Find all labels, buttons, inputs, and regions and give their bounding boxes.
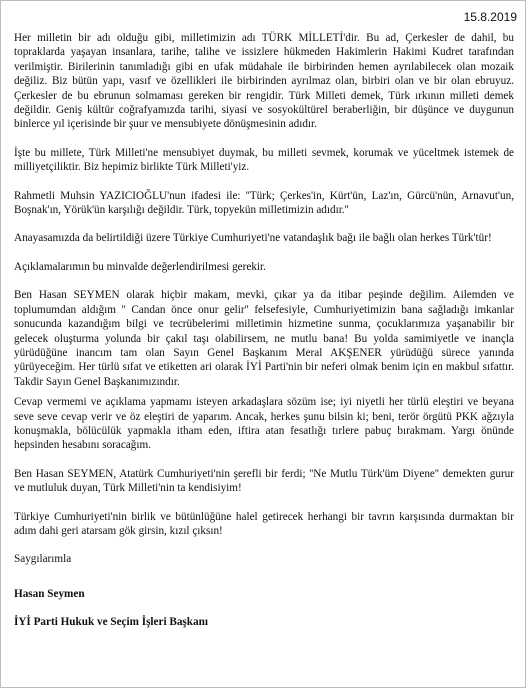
paragraph-8: Ben Hasan SEYMEN, Atatürk Cumhuriyeti'nin şerefli bir ferdi; ''Ne Mutlu Türk'üm Diyene'' demekten gurur ve mutluluk duyan, Türk Milleti'nin ta kendisiyim! — [14, 467, 514, 495]
paragraph-5: Açıklamalarımın bu minvalde değerlendirilmesi gerekir. — [14, 260, 266, 273]
paragraph-4: Anayasamızda da belirtildiği üzere Türkiye Cumhuriyeti'ne vatandaşlık bağı ile bağlı olan herkes Türk'tür! — [14, 232, 492, 245]
paragraph-2: İşte bu millete, Türk Milleti'ne mensubiyet duymak, bu milleti sevmek, korumak ve yüceltmek istemek de milliyetçiliktir. Biz hepimiz birlikte Türk Milleti'yiz. — [14, 146, 514, 174]
document-body — [14, 31, 514, 644]
paragraph-6: Ben Hasan SEYMEN olarak hiçbir makam, mevki, çıkar ya da itibar peşinde değilim. Ailemden ve toplumumdan aldığım '' Candan önce onur gelir'' felsefesiyle, Cumhuriyetimizin bana sağladığı imkanlar sonucunda kazandığım bilgi ve tecrübelerimi milletimin hizmetine sunma, çocuklarımıza yaşanabilir bir gelecek oluşturma yolunda bir çakıl taşı olabilirsem, ne mutlu bana! Bu yolda samimiyetle ve inançla yürüdüğüne inancım tam olan Sayın Genel Başkanım Meral AKŞENER yürüdüğü sürece yanında yürüyeceğim. Her türlü sıfat ve etiketten ari olarak İYİ Parti'nin bir neferi olmak benim için en makbul sıfattır. Takdir Sayın Genel Başkanımızındır. — [14, 289, 514, 388]
paragraph-1: Her milletin bir adı olduğu gibi, milletimizin adı TÜRK MİLLETİ'dir. Bu ad, Çerkesler de dahil, bu topraklarda yaşayan insanlara, tarihe, talihe ve issizlere hükmeden Hakimlerin Hakimi Kudret tarafından verilmiştir. Birilerinin tanımladığı gibi en ufak müdahale ile birbirinden hemen ayrılabilecek olan mozaik değiliz. Biz bütün yapı, vasıf ve özellikleri ile birbirinden ayrılmaz olan, birbiri olan ve bir olan ebruyuz. Çerkesler de bu ebrunun solmaması gereken bir rengidir. Türk Milleti demek, Türk ırkının milleti demek değildir. Geniş kültür coğrafyamızda tarihi, siyasi ve sosyokültürel beraberliğin, bir düşünce ve duygunun binlerce yıl içerisinde bir şuur ve mensubiyete dönüşmesinin adıdır. — [14, 32, 514, 131]
paragraph-9: Türkiye Cumhuriyeti'nin birlik ve bütünlüğüne halel getirecek herhangi bir tavrın karşısında durmaktan bir adım dahi geri atarsam gök girsin, kızıl çıksın! — [14, 510, 514, 537]
signature-title: İYİ Parti Hukuk ve Seçim İşleri Başkanı — [14, 616, 208, 629]
paragraph-3: Rahmetli Muhsin YAZICIOĞLU'nun ifadesi ile: ''Türk; Çerkes'in, Kürt'ün, Laz'ın, Gürcü'nün, Arnavut'un, Boşnak'ın, Yörük'ün karşılığı değildir. Türk, topyekün milletimizin adıdır.'' — [14, 189, 514, 217]
document-date: 15.8.2019 — [463, 10, 517, 24]
signature-name: Hasan Seymen — [14, 587, 85, 600]
closing-text: Saygılarımla — [14, 553, 72, 566]
paragraph-7: Cevap vermemi ve açıklama yapmamı isteyen arkadaşlara sözüm ise; iyi niyetli her türlü eleştiri ve beyana seve seve cevap verir ve öz eleştiri de yaparım. Ancak, herkes şunu bilsin ki; beni, terör örgütü PKK ağzıyla konuşmakla, bölücülük yapmakla itham eden, iftira atan fesatlığı tırlere pabuç bırakmam. Yargı önünde hepsinden hesabını soracağım. — [14, 396, 514, 452]
